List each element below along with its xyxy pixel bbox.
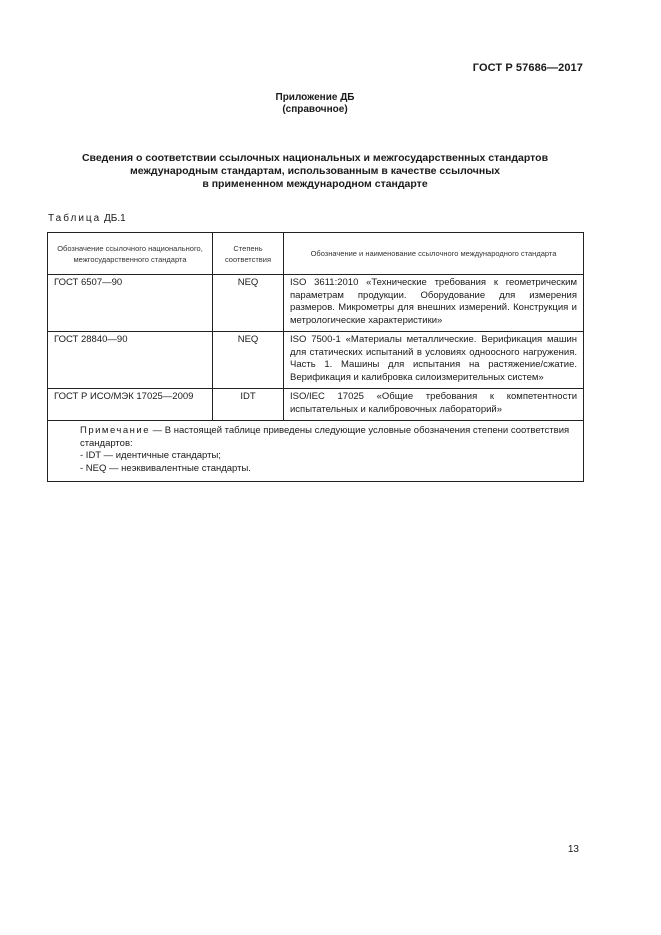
section-heading <box>0 152 630 191</box>
page-number: 13 <box>567 844 579 855</box>
note-item-neq: - NEQ — неэквивалентные стандарты. <box>80 462 251 474</box>
conformity-table <box>47 232 584 482</box>
national-standard-cell: ГОСТ Р ИСО/МЭК 17025—2009 <box>48 389 213 421</box>
table-caption-id: ДБ.1 <box>104 213 126 224</box>
document-code: ГОСТ Р 57686—2017 <box>472 62 583 74</box>
appendix-title-block <box>0 92 630 116</box>
table-header-row <box>48 233 584 275</box>
appendix-title: Приложение ДБ <box>275 92 355 103</box>
degree-cell: IDT <box>213 389 284 421</box>
national-standard-cell: ГОСТ 6507—90 <box>48 275 213 332</box>
section-heading-line: международным стандартам, использованным в качестве ссылочных <box>129 165 500 177</box>
table-caption-word: Таблица <box>48 213 102 224</box>
note-text: — В настоящей таблице приведены следующие условные обозначения степени соответствия стандартов: <box>80 425 570 449</box>
table-row <box>48 275 584 332</box>
table-row <box>48 332 584 389</box>
degree-cell: NEQ <box>213 332 284 389</box>
international-standard-cell: ISO 3611:2010 «Технические требования к геометрическим параметрам продукции. Оборудование для измерения размеров. Микрометры для внешних измерений. Конструкция и метрологические характеристики» <box>284 275 584 332</box>
table-note <box>48 421 584 482</box>
note-item-idt: - IDT — идентичные стандарты; <box>80 450 221 461</box>
header-international-standard: Обозначение и наименование ссылочного международного стандарта <box>284 233 584 275</box>
table-caption <box>48 213 126 224</box>
international-standard-cell: ISO 7500-1 «Материалы металлические. Верификация машин для статических испытаний в условиях одноосного нагружения. Часть 1. Машины для испытания на растяжение/сжатие. Верификация и калибровка силоизмерительных систем» <box>284 332 584 389</box>
section-heading-line: в примененном международном стандарте <box>202 178 428 190</box>
header-national-standard: Обозначение ссылочного национального, межгосударственного стандарта <box>48 233 213 275</box>
table-note-row <box>48 421 584 482</box>
note-label: Примечание <box>80 425 150 436</box>
appendix-subtitle: (справочное) <box>282 104 348 115</box>
header-degree: Степень соответствия <box>213 233 284 275</box>
section-heading-line: Сведения о соответствии ссылочных национальных и межгосударственных стандартов <box>81 152 549 164</box>
international-standard-cell: ISO/IEC 17025 «Общие требования к компетентности испытательных и калибровочных лабораторий» <box>284 389 584 421</box>
degree-cell: NEQ <box>213 275 284 332</box>
note-paragraph <box>54 425 577 450</box>
table-row <box>48 389 584 421</box>
national-standard-cell: ГОСТ 28840—90 <box>48 332 213 389</box>
